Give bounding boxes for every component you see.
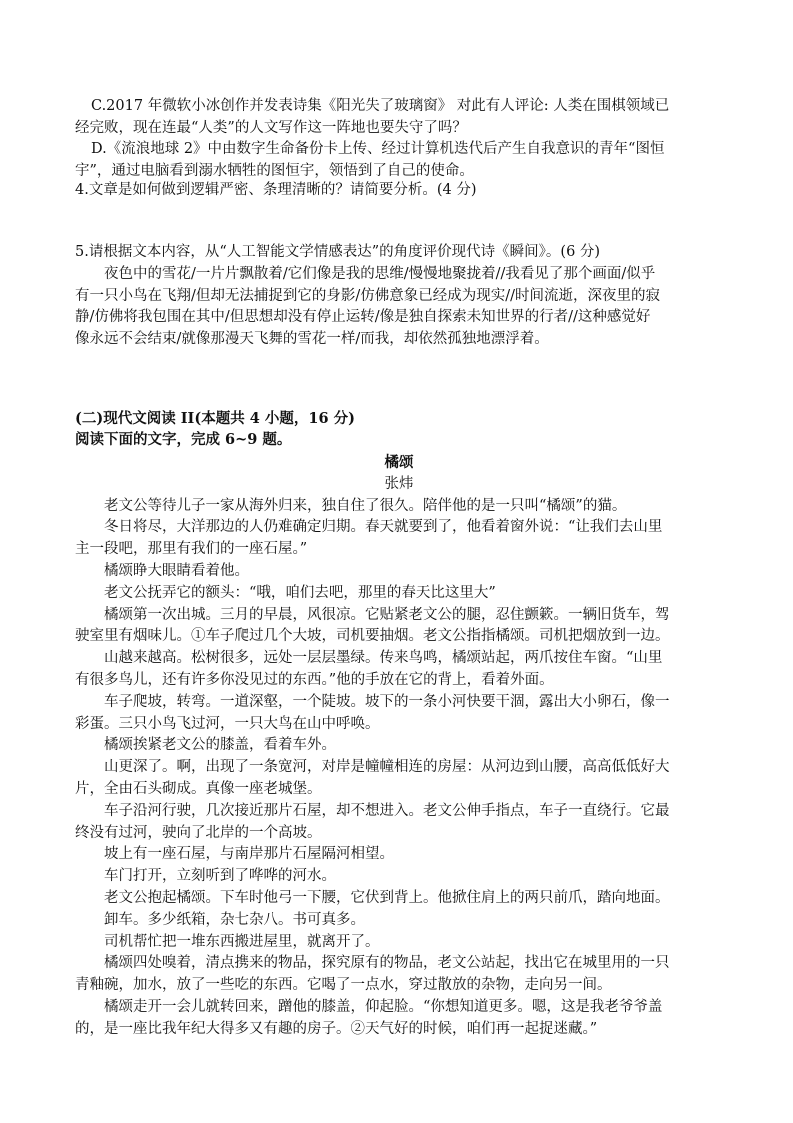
- story-line: 有很多鸟儿，还有许多你没见过的东西。”他的手放在它的背上，看着外面。: [75, 671, 554, 688]
- story-line: 驶室里有烟味儿。①车子爬过几个大坡，司机要抽烟。老文公指指橘颂。司机把烟放到一边。: [75, 628, 670, 645]
- poem-line: 夜色中的雪花/一片片飘散着/它们像是我的思维/慢慢地聚拢着//我看见了那个画面/似乎: [104, 266, 656, 282]
- story-line: 橘颂走开一会儿就转回来，蹭他的膝盖，仰起脸。“你想知道更多。嗯，这是我老爷爷盖: [104, 998, 663, 1015]
- story-line: 彩蛋。三只小鸟飞过河，一只大鸟在山中呼唤。: [75, 715, 380, 732]
- question-4: [75, 180, 723, 201]
- story-line: 坡上有一座石屋，与南岸那片石屋隔河相望。: [104, 846, 394, 863]
- story-block: [75, 452, 723, 1041]
- poem-line: 静/仿佛将我包围在其中/但思想却没有停止运转/像是独自探索未知世界的行者//这种感觉好: [75, 309, 651, 325]
- story-line: 的，是一座比我年纪大得多又有趣的房子。②天气好的时候，咱们再一起捉迷藏。”: [75, 1020, 598, 1037]
- story-line: 片，全由石头砌成。真像一座老城堡。: [75, 780, 322, 797]
- options-block: [75, 96, 723, 182]
- story-line: 老文公抱起橘颂。下车时他弓一下腰，它伏到背上。他掀住肩上的两只前爪，踏向地面。: [104, 889, 670, 906]
- story-line: 橘颂第一次出城。三月的早晨，风很凉。它贴紧老文公的腿，忍住颤簌。一辆旧货车，驾: [104, 606, 670, 623]
- question-4-text: 4.文章是如何做到逻辑严密、条理清晰的？请简要分析。(4 分): [75, 182, 477, 198]
- poem-block: [75, 264, 723, 350]
- story-line: 车门打开，立刻听到了哗哗的河水。: [104, 868, 336, 885]
- option-d-line-1: D.《流浪地球 2》中由数字生命备份卡上传、经过计算机迭代后产生自我意识的青年“图恒: [91, 141, 665, 157]
- question-5: [75, 242, 723, 263]
- option-c-line-2: 经完败，现在连最“人类”的人文写作这一阵地也要失守了吗？: [75, 119, 467, 136]
- poem-line: 像永远不会结束/就像那漫天飞舞的雪花一样/而我，却依然孤独地漂浮着。: [75, 330, 549, 347]
- story-line: 卸车。多少纸箱，杂七杂八。书可真多。: [104, 911, 365, 928]
- story-line: 车子沿河行驶，几次接近那片石屋，却不想进入。老文公伸手指点，车子一直绕行。它最: [104, 802, 670, 819]
- section-2-instruction: 阅读下面的文字，完成 6~9 题。: [75, 431, 292, 448]
- story-line: 橘颂挨紧老文公的膝盖，看着车外。: [104, 737, 336, 754]
- section-2-heading: (二)现代文阅读 II(本题共 4 小题，16 分): [75, 410, 355, 427]
- story-line: 橘颂四处嗅着，清点携来的物品，探究原有的物品，老文公站起，找出它在城里用的一只: [104, 955, 670, 972]
- story-line: 青釉碗，加水，放了一些吃的东西。它喝了一点水，穿过散放的杂物，走向另一间。: [75, 977, 612, 994]
- story-line: 山更深了。啊，出现了一条宽河，对岸是幢幢相连的房屋：从河边到山腰，高高低低好大: [104, 759, 670, 776]
- story-line: 山越来越高。松树很多，远处一层层墨绿。传来鸟鸣，橘颂站起，两爪按住车窗。“山里: [104, 650, 663, 667]
- story-line: 老文公等待儿子一家从海外归来，独自住了很久。陪伴他的是一只叫“橘颂”的猫。: [104, 497, 627, 514]
- question-5-text: 5.请根据文本内容，从“人工智能文学情感表达”的角度评价现代诗《瞬间》。(6 分): [75, 244, 601, 260]
- story-line: 司机帮忙把一堆东西搬进屋里，就离开了。: [104, 933, 380, 950]
- story-author: 张炜: [384, 475, 414, 492]
- option-c-line-1: C.2017 年微软小冰创作并发表诗集《阳光失了玻璃窗》 对此有人评论: 人类在围棋领域已: [91, 98, 670, 114]
- poem-line: 有一只小鸟在飞翔/但却无法捕捉到它的身影/仿佛意象已经成为现实//时间流逝，深夜里的寂: [75, 287, 661, 304]
- story-line: 冬日将尽，大洋那边的人仍难确定归期。春天就要到了，他看着窗外说：“让我们去山里: [104, 519, 663, 536]
- section-2-header: [75, 408, 723, 450]
- option-d-line-2: 宇”，通过电脑看到溺水牺牲的图恒宇，领悟到了自己的使命。: [75, 162, 474, 179]
- story-line: 车子爬坡，转弯。一道深壑，一个陡坡。坡下的一条小河快要干涸，露出大小卵石，像一: [104, 693, 670, 710]
- story-line: 橘颂睁大眼睛看着他。: [104, 562, 249, 579]
- story-line: 终没有过河，驶向了北岸的一个高坡。: [75, 824, 322, 841]
- story-line: 老文公抚弄它的额头：“哦，咱们去吧，那里的春天比这里大”: [104, 584, 496, 601]
- story-line: 主一段吧，那里有我们的一座石屋。”: [75, 541, 308, 558]
- story-title: 橘颂: [384, 454, 414, 471]
